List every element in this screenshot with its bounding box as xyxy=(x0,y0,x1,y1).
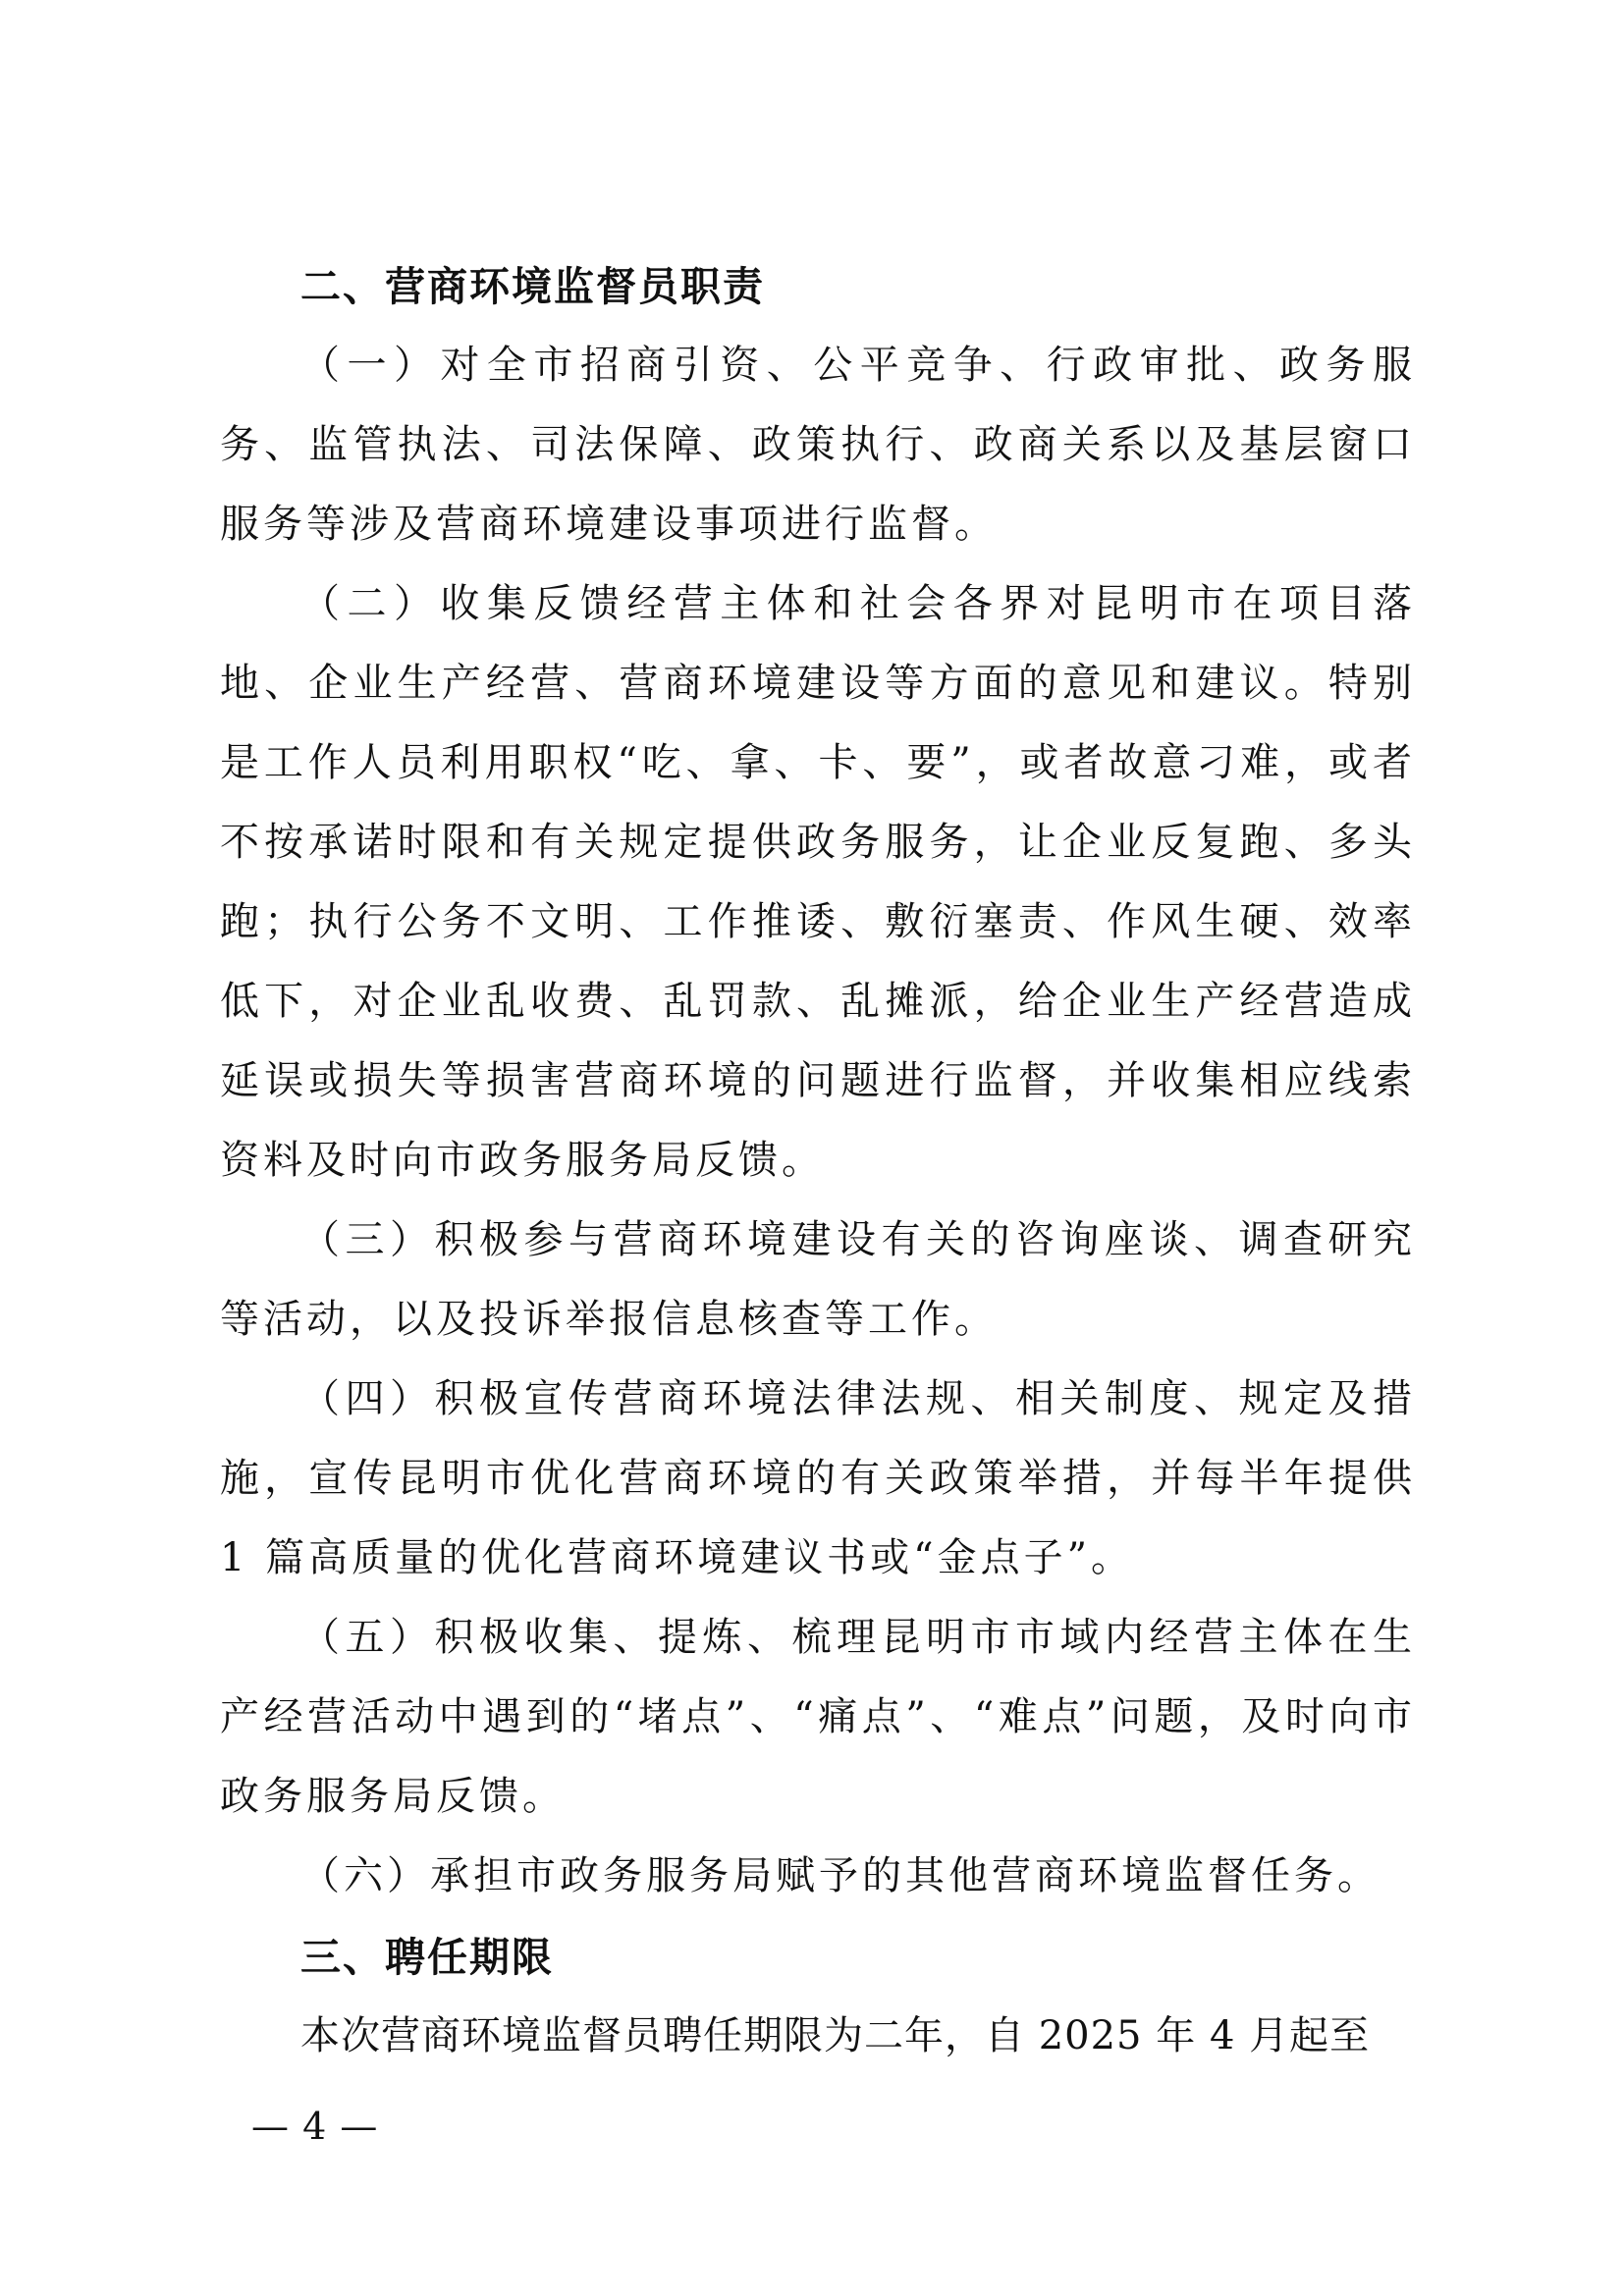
page-body xyxy=(220,247,1416,2076)
duty-item-1: （一）对全市招商引资、公平竞争、行政审批、政务服务、监管执法、司法保障、政策执行、政商关系以及基层窗口服务等涉及营商环境建设事项进行监督。 xyxy=(220,343,1416,547)
duty-item-3: （三）积极参与营商环境建设有关的咨询座谈、调查研究等活动，以及投诉举报信息核查等工作。 xyxy=(220,1217,1416,1342)
duty-item-2: （二）收集反馈经营主体和社会各界对昆明市在项目落地、企业生产经营、营商环境建设等方面的意见和建议。特别是工作人员利用职权“吃、拿、卡、要”，或者故意刁难，或者不按承诺时限和有关规定提供政务服务，让企业反复跑、多头跑；执行公务不文明、工作推诿、敷衍塞责、作风生硬、效率低下，对企业乱收费、乱罚款、乱摊派，给企业生产经营造成延误或损失等损害营商环境的问题进行监督，并收集相应线索资料及时向市政务服务局反馈。 xyxy=(220,581,1416,1183)
duty-item-4: （四）积极宣传营商环境法律法规、相关制度、规定及措施，宣传昆明市优化营商环境的有关政策举措，并每半年提供 1 篇高质量的优化营商环境建议书或“金点子”。 xyxy=(220,1376,1416,1580)
term-paragraph: 本次营商环境监督员聘任期限为二年，自 2025 年 4 月起至 xyxy=(300,2013,1371,2058)
duty-item-5: （五）积极收集、提炼、梳理昆明市市域内经营主体在生产经营活动中遇到的“堵点”、“痛点”、“难点”问题，及时向市政务服务局反馈。 xyxy=(220,1615,1416,1819)
section-heading-term: 三、聘任期限 xyxy=(300,1934,554,1981)
section-heading-duties: 二、营商环境监督员职责 xyxy=(300,263,765,310)
page-number: — 4 — xyxy=(251,2105,379,2148)
duty-item-6: （六）承担市政务服务局赋予的其他营商环境监督任务。 xyxy=(300,1853,1380,1898)
